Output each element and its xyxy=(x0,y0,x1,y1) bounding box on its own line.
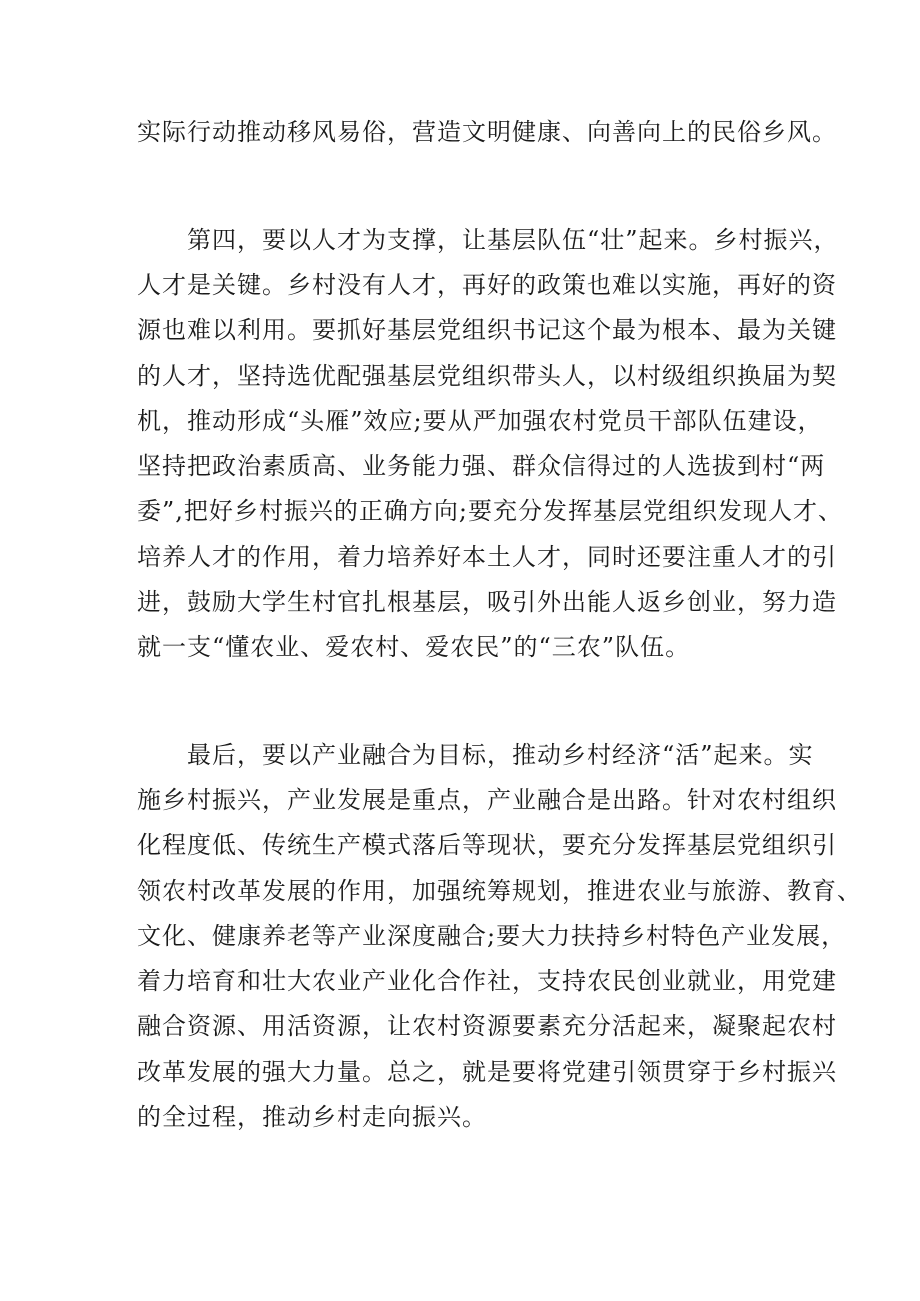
paragraph-2-line-9: 进，鼓励大学生村官扎根基层，吸引外出能人返乡创业，努力造 xyxy=(137,588,837,616)
paragraph-2-line-7: 委”,把好乡村振兴的正确方向;要充分发挥基层党组织发现人才、 xyxy=(137,497,843,525)
paragraph-3-line-7: 融合资源、用活资源，让农村资源要素充分活起来，凝聚起农村 xyxy=(137,1012,837,1040)
paragraph-3-line-2: 施乡村振兴，产业发展是重点，产业融合是出路。针对农村组织 xyxy=(137,786,837,814)
paragraph-1-line-1: 实际行动推动移风易俗，营造文明健康、向善向上的民俗乡风。 xyxy=(137,118,837,146)
paragraph-2-line-6: 坚持把政治素质高、业务能力强、群众信得过的人选拔到村“两 xyxy=(137,452,826,480)
paragraph-3-line-6: 着力培育和壮大农业产业化合作社，支持农民创业就业，用党建 xyxy=(137,967,837,995)
paragraph-2-line-5: 机，推动形成“头雁”效应;要从严加强农村党员干部队伍建设， xyxy=(137,407,823,435)
paragraph-3-line-5: 文化、健康养老等产业深度融合;要大力扶持乡村特色产业发展， xyxy=(137,922,847,950)
paragraph-3-line-8: 改革发展的强大力量。总之，就是要将党建引领贯穿于乡村振兴 xyxy=(137,1058,837,1086)
paragraph-3-line-9: 的全过程，推动乡村走向振兴。 xyxy=(137,1103,487,1131)
paragraph-3-line-3: 化程度低、传统生产模式落后等现状，要充分发挥基层党组织引 xyxy=(137,831,837,859)
paragraph-3-line-4: 领农村改革发展的作用，加强统筹规划，推进农业与旅游、教育、 xyxy=(137,877,862,905)
paragraph-2-line-10: 就一支“懂农业、爱农村、爱农民”的“三农”队伍。 xyxy=(137,633,691,661)
paragraph-2-line-4: 的人才，坚持选优配强基层党组织带头人，以村级组织换届为契 xyxy=(137,362,837,390)
paragraph-2-line-3: 源也难以利用。要抓好基层党组织书记这个最为根本、最为关键 xyxy=(137,316,837,344)
paragraph-2-line-2: 人才是关键。乡村没有人才，再好的政策也难以实施，再好的资 xyxy=(137,271,837,299)
paragraph-2-line-8: 培养人才的作用，着力培养好本土人才，同时还要注重人才的引 xyxy=(137,543,837,571)
paragraph-3-line-1: 最后，要以产业融合为目标，推动乡村经济“活”起来。实 xyxy=(137,741,814,769)
paragraph-2-line-1: 第四，要以人才为支撑，让基层队伍“壮”起来。乡村振兴， xyxy=(137,226,839,254)
